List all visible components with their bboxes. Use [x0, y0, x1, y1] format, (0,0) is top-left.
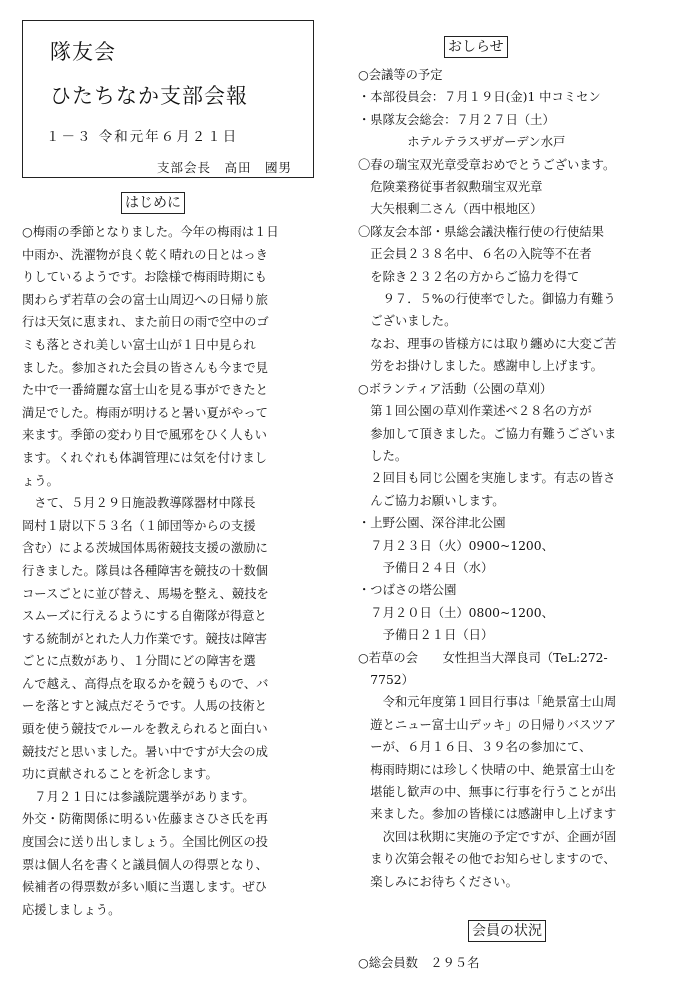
notice-line: 正会員２３８名中、６名の入院等不在者	[358, 247, 592, 262]
intro-line: 応援しましょう。	[22, 902, 121, 917]
intro-line: 候補者の得票数が多い順に当選します。ぜひ	[22, 880, 267, 895]
notice-line: ２回目も同じ公園を実施します。有志の皆さ	[358, 471, 616, 486]
intro-line: ７月２１日には参議院選挙があります。	[22, 789, 255, 804]
notice-line: ・上野公園、深谷津北公園	[358, 516, 506, 531]
notice-line: ○若草の会 女性担当大澤良司（TeL:272-	[358, 650, 608, 665]
notice-line: 楽しみにお待ちください。	[358, 874, 518, 889]
notice-line: ・県隊友会総会：７月２７日（土）	[358, 112, 555, 127]
notice-line: ホテルテラスザガーデン水戸	[358, 135, 566, 150]
notice-line: 大矢根剰二さん（西中根地区）	[358, 202, 543, 217]
intro-line: 岡村１尉以下５３名（１師団等からの支援	[22, 518, 256, 533]
intro-line: する統制がとれた人力作業です。競技は障害	[22, 631, 267, 646]
notice-line: ７月２０日（土）0800~1200、	[358, 605, 554, 620]
notice-line: ○会議等の予定	[358, 68, 443, 82]
intro-line: 来ます。季節の変わり目で風邪をひく人もい	[22, 428, 267, 443]
notice-line: 予備日２１日（日）	[358, 628, 494, 643]
notice-line: ７月２３日（火）0900~1200、	[358, 538, 554, 553]
intro-line: ○梅雨の季節となりました。今年の梅雨は１日	[22, 225, 279, 239]
intro-line: ーを落とすと減点だそうです。人馬の技術と	[22, 699, 267, 714]
notice-line: ございました。	[358, 314, 457, 329]
notice-line: 梅雨時期には珍しく快晴の中、絶景富士山を	[358, 762, 617, 777]
notice-line: ・つばさの塔公園	[358, 583, 457, 598]
notice-line: ・本部役員会：７月１９日(金)1 中コミセン	[358, 90, 601, 105]
intro-line: コースごとに並び替え、馬場を整え、競技を	[22, 586, 269, 601]
notice-line: まり次第会報その他でお知らせしますので、	[358, 852, 616, 867]
intro-line: 外交・防衛関係に明るい佐藤まさひさ氏を再	[22, 812, 268, 827]
members-heading: 会員の状況	[468, 920, 546, 942]
notice-line: 第１回公園の草刈作業述べ２８名の方が	[358, 404, 592, 419]
intro-line: 関わらず若草の会の富士山周辺への日帰り旅	[22, 292, 268, 307]
notice-line: 遊とニュー富士山デッキ」の日帰りバスツア	[358, 717, 616, 732]
intro-line: 行は天気に恵まれ、また前日の雨で空中のゴ	[22, 315, 269, 330]
notice-line: 来ました。参加の皆様には感謝申し上げます	[358, 807, 617, 822]
intro-line: 頭を使う競技でルールを教えられると面白い	[22, 722, 268, 737]
intro-line: 含む）による茨城国体馬術競技支援の激励に	[22, 541, 268, 556]
intro-line: 行きました。隊員は各種障害を競技の十数個	[22, 563, 268, 578]
intro-line: ごとに点数があり、１分間にどの障害を選	[22, 654, 256, 669]
notice-line: 令和元年度第１回目行事は「絶景富士山周	[358, 695, 617, 710]
notice-line: 堪能し歓声の中、無事に行事を行うことが出	[358, 785, 617, 799]
notice-line: んご協力お願いします。	[358, 493, 505, 508]
intro-line: 中雨か、洗濯物が良く乾く晴れの日とはっき	[22, 247, 268, 262]
intro-line: 競技だと思いました。暑い中ですが大会の成	[22, 744, 268, 759]
members-column	[358, 952, 678, 974]
intro-line: ょう。	[22, 473, 59, 488]
notice-line: ーが、６月１６日、３９名の参加にて、	[358, 740, 592, 755]
notice-line: 〇隊友会本部・県総会議決権行使の行使結果	[358, 224, 604, 239]
notice-line: 危険業務従事者叙勲瑞宝双光章	[358, 180, 543, 195]
intro-line: た中で一番綺麗な富士山を見る事ができたと	[22, 383, 268, 398]
org-name: 隊友会	[50, 40, 116, 64]
intro-line: 度国会に送り出しましょう。全国比例区の投	[22, 835, 268, 850]
notice-heading: おしらせ	[444, 36, 508, 58]
intro-line: ミも落とされ美しい富士山が１日中見られ	[22, 337, 256, 352]
intro-line: んで越え、高得点を取るかを競うもので、バ	[22, 676, 269, 691]
intro-line: ました。参加された会員の皆さんも今まで見	[22, 360, 268, 375]
branch-chair: 支部会長 高田 國男	[157, 160, 293, 175]
intro-line: りしているようです。お陰様で梅雨時期にも	[22, 270, 267, 285]
notice-line: ９７．５%の行使率でした。御協力有難う	[358, 292, 616, 307]
notice-line: ○ボランティア活動（公園の草刈）	[358, 381, 553, 396]
notice-line: 労をお掛けしました。感謝申し上げます。	[358, 359, 603, 374]
issue-date: １－３ 令和元年６月２１日	[46, 129, 239, 145]
intro-line: 票は個人名を書くと議員個人の得票となり、	[22, 857, 268, 872]
intro-column	[22, 221, 332, 921]
members-total: ○総会員数 ２９５名	[358, 956, 480, 970]
intro-line: ます。くれぐれも体調管理には気を付けまし	[22, 450, 267, 465]
intro-line: さて、５月２９日施設教導隊器材中隊長	[22, 496, 256, 511]
intro-line: スムーズに行えるようにする自衛隊が得意と	[22, 609, 267, 624]
notice-line: 次回は秋期に実施の予定ですが、企画が固	[358, 829, 617, 844]
notice-line: した。	[358, 448, 408, 463]
notice-column	[358, 64, 678, 893]
notice-line: なお、理事の皆様方には取り纏めに大変ご苦	[358, 336, 617, 351]
intro-line: 功に貢献されることを祈念します。	[22, 767, 218, 782]
intro-line: 満足でした。梅雨が明けると暑い夏がやって	[22, 405, 268, 420]
intro-heading: はじめに	[121, 192, 185, 214]
notice-line: 予備日２４日（水）	[358, 560, 494, 575]
notice-line: 参加して頂きました。ご協力有難うございま	[358, 426, 617, 441]
newsletter-title: ひたちなか支部会報	[50, 84, 248, 108]
notice-line: を除き２３２名の方からご協力を得て	[358, 269, 580, 284]
notice-line: 〇春の瑞宝双光章受章おめでとうございます。	[358, 157, 616, 172]
notice-line: 7752）	[358, 672, 414, 687]
